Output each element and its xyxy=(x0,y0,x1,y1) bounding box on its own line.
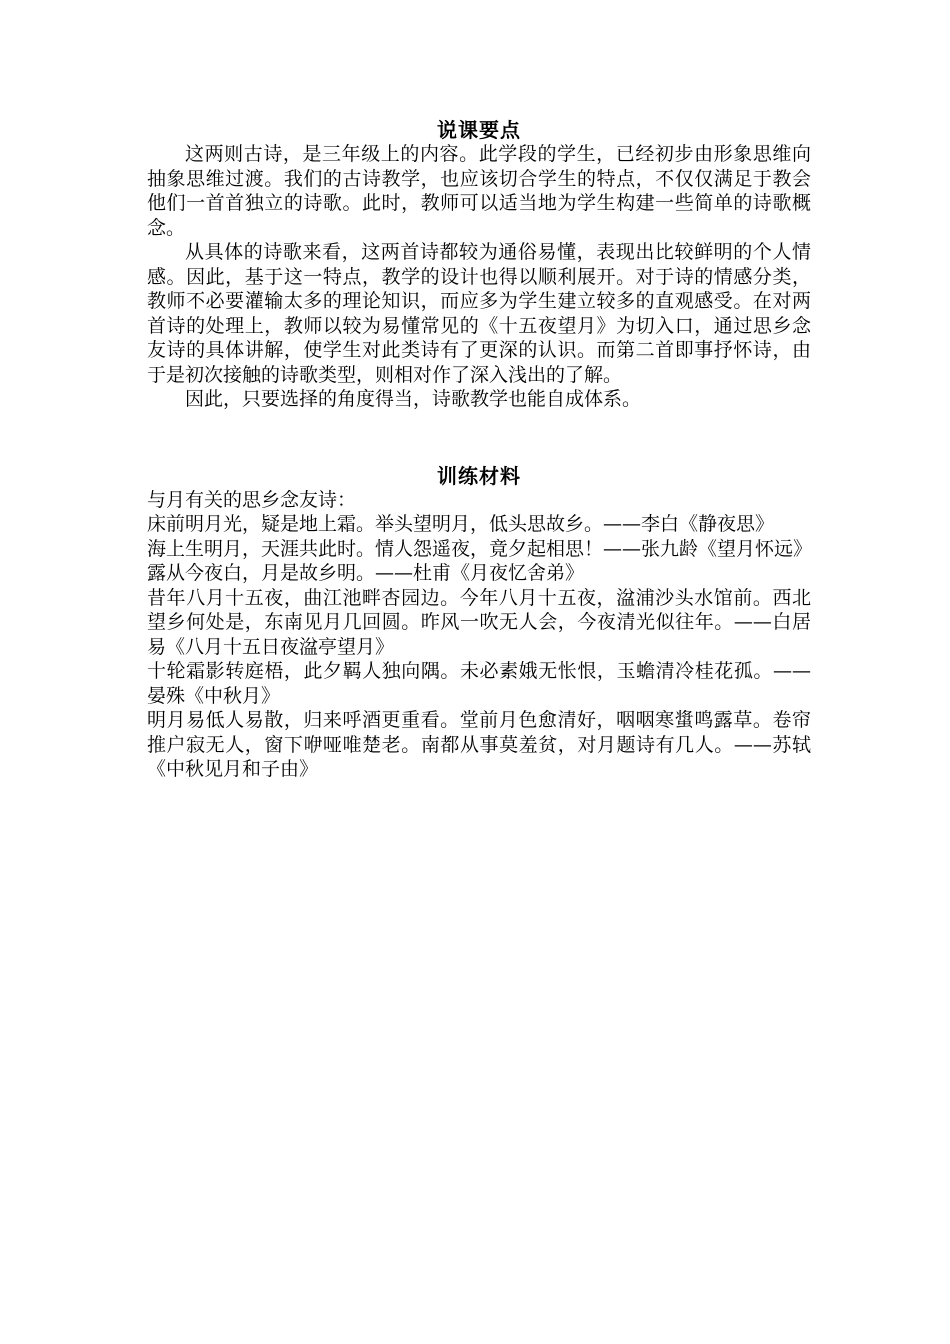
poem-entry: 床前明月光，疑是地上霜。举头望明月，低头思故乡。——李白《静夜思》 xyxy=(147,513,775,535)
document-page xyxy=(147,118,811,782)
lesson-paragraph: 因此，只要选择的角度得当，诗歌教学也能自成体系。 xyxy=(185,388,642,410)
poem-entry: 昔年八月十五夜，曲江池畔杏园边。今年八月十五夜，湓浦沙头水馆前。西北望乡何处是，东南见月几回圆。昨风一吹无人会，今夜清光似往年。——白居易《八月十五日夜湓亭望月》 xyxy=(147,586,811,658)
poem-entry: 明月易低人易散，归来呼酒更重看。堂前月色愈清好，咽咽寒螀鸣露草。卷帘推户寂无人，窗下咿哑唯楚老。南都从事莫羞贫，对月题诗有几人。——苏轼《中秋见月和子由》 xyxy=(147,709,811,780)
lesson-paragraph: 从具体的诗歌来看，这两首诗都较为通俗易懂，表现出比较鲜明的个人情感。因此，基于这一特点，教学的设计也得以顺利展开。对于诗的情感分类，教师不必要灌输太多的理论知识，而应多为学生建立较多的直观感受。在对两首诗的处理上，教师以较为易懂常见的《十五夜望月》为切入口，通过思乡念友诗的具体讲解，使学生对此类诗有了更深的认识。而第二首即事抒怀诗，由于是初次接触的诗歌类型，则相对作了深入浅出的了解。 xyxy=(147,241,811,386)
section-spacer xyxy=(147,412,811,464)
poem-entry: 海上生明月，天涯共此时。情人怨遥夜，竟夕起相思！——张九龄《望月怀远》 xyxy=(147,537,813,560)
training-intro: 与月有关的思乡念友诗： xyxy=(147,488,357,511)
poem-entry: 露从今夜白，月是故乡明。——杜甫《月夜忆舍弟》 xyxy=(147,562,585,584)
lesson-paragraph: 这两则古诗，是三年级上的内容。此学段的学生，已经初步由形象思维向抽象思维过渡。我们的古诗教学，也应该切合学生的特点，不仅仅满足于教会他们一首首独立的诗歌。此时，教师可以适当地为学生构建一些简单的诗歌概念。 xyxy=(147,143,811,239)
section-title-lesson-points: 说课要点 xyxy=(437,118,521,142)
poem-entry: 十轮霜影转庭梧，此夕羁人独向隅。未必素娥无怅恨，玉蟾清冷桂花孤。——晏殊《中秋月》 xyxy=(147,660,811,707)
section-title-training-materials: 训练材料 xyxy=(437,463,521,488)
